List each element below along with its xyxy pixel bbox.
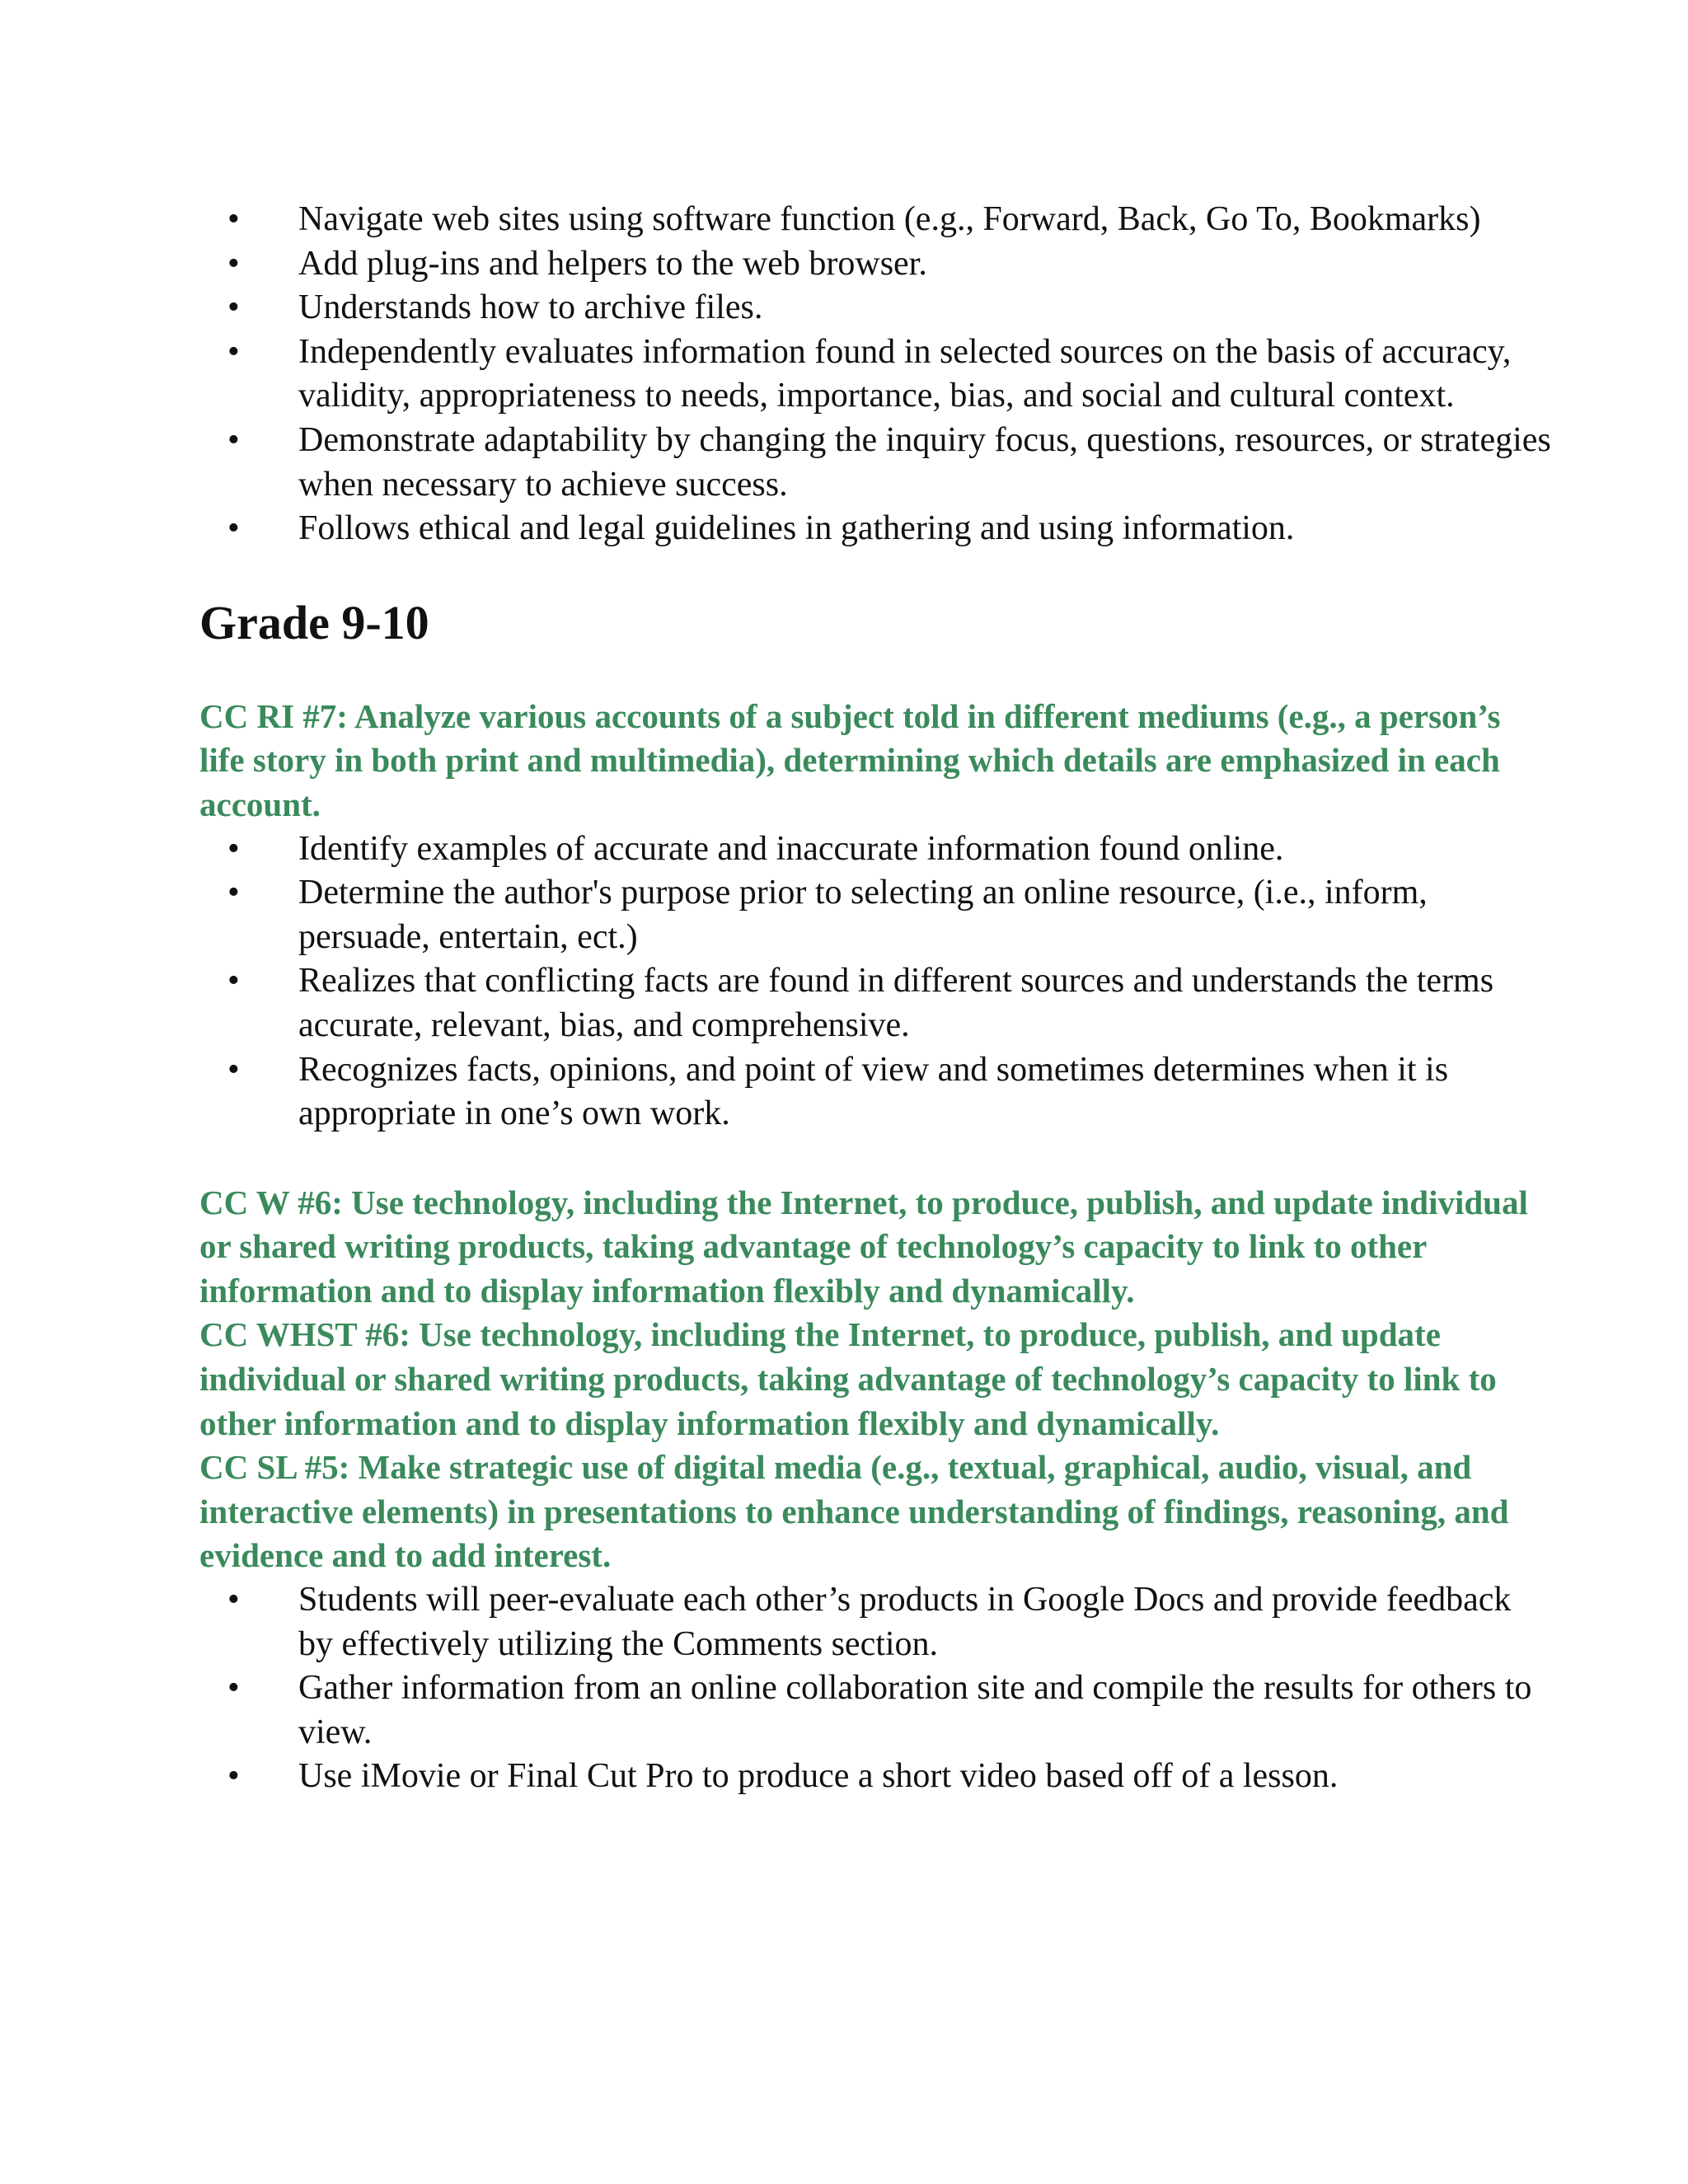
list-item-text: Identify examples of accurate and inaccurate information found online.	[298, 829, 1284, 868]
list-item	[199, 959, 1551, 1047]
bullet-icon: •	[227, 420, 240, 459]
standard-w6: CC W #6: Use technology, including the Internet, to produce, publish, and update individual or shared writing products, taking advantage of technology’s capacity to link to other information and to display information flexibly and dynamically.	[199, 1183, 1528, 1310]
bullet-icon: •	[227, 1581, 240, 1619]
list-item-text: Determine the author's purpose prior to selecting an online resource, (i.e., inform, persuade, entertain, ect.)	[298, 874, 1428, 956]
list-item	[199, 1666, 1551, 1755]
list-item-text: Independently evaluates information found in selected sources on the basis of accuracy, validity, appropriateness to needs, importance, bias, and social and cultural context.	[298, 332, 1512, 415]
bullet-icon: •	[227, 509, 240, 548]
list-item	[199, 419, 1551, 507]
standard-ri7: CC RI #7: Analyze various accounts of a subject told in different mediums (e.g., a person’s life story in both print and multimedia), determining which details are emphasized in each account.	[199, 696, 1501, 823]
bullet-icon: •	[227, 332, 240, 371]
tech-bullet-list	[199, 1578, 1551, 1799]
list-item-text: Follows ethical and legal guidelines in gathering and using information.	[298, 509, 1295, 548]
list-item-text: Navigate web sites using software function (e.g., Forward, Back, Go To, Bookmarks)	[298, 200, 1481, 238]
list-item	[199, 827, 1551, 872]
list-item	[199, 507, 1551, 551]
ri7-bullet-list	[199, 827, 1551, 1137]
standard-sl5: CC SL #5: Make strategic use of digital media (e.g., textual, graphical, audio, visual, and interactive elements) in presentations to enhance understanding of findings, reasoning, and evidence and to add interest.	[199, 1448, 1509, 1575]
list-item	[199, 198, 1551, 242]
list-item	[199, 242, 1551, 287]
bullet-icon: •	[227, 244, 240, 283]
list-item-text: Recognizes facts, opinions, and point of view and sometimes determines when it is appropriate in one’s own work.	[298, 1050, 1449, 1133]
bullet-icon: •	[227, 829, 240, 868]
list-item-text: Use iMovie or Final Cut Pro to produce a short video based off of a lesson.	[298, 1757, 1339, 1796]
list-item-text: Add plug-ins and helpers to the web browser.	[298, 244, 927, 283]
intro-bullet-list	[199, 198, 1551, 551]
list-item	[199, 1048, 1551, 1137]
list-item	[199, 1755, 1551, 1799]
list-item	[199, 330, 1551, 419]
bullet-icon: •	[227, 288, 240, 327]
list-item	[199, 871, 1551, 959]
standard-whst6: CC WHST #6: Use technology, including the Internet, to produce, publish, and update individual or shared writing products, taking advantage of technology’s capacity to link to other information and to display information flexibly and dynamically.	[199, 1315, 1497, 1442]
bullet-icon: •	[227, 1757, 240, 1796]
bullet-icon: •	[227, 200, 240, 238]
bullet-icon: •	[227, 1669, 240, 1708]
bullet-icon: •	[227, 1050, 240, 1089]
section-heading: Grade 9-10	[199, 595, 429, 649]
list-item-text: Demonstrate adaptability by changing the inquiry focus, questions, resources, or strategies when necessary to achieve success.	[298, 420, 1551, 504]
list-item-text: Students will peer-evaluate each other’s products in Google Docs and provide feedback by effectively utilizing the Comments section.	[298, 1581, 1512, 1663]
bullet-icon: •	[227, 874, 240, 912]
list-item	[199, 286, 1551, 330]
bullet-icon: •	[227, 962, 240, 1001]
list-item-text: Gather information from an online collaboration site and compile the results for others to view.	[298, 1669, 1532, 1751]
list-item	[199, 1578, 1551, 1666]
list-item-text: Realizes that conflicting facts are found in different sources and understands the terms accurate, relevant, bias, and comprehensive.	[298, 962, 1494, 1044]
list-item-text: Understands how to archive files.	[298, 288, 763, 327]
document-page	[199, 198, 1551, 1799]
